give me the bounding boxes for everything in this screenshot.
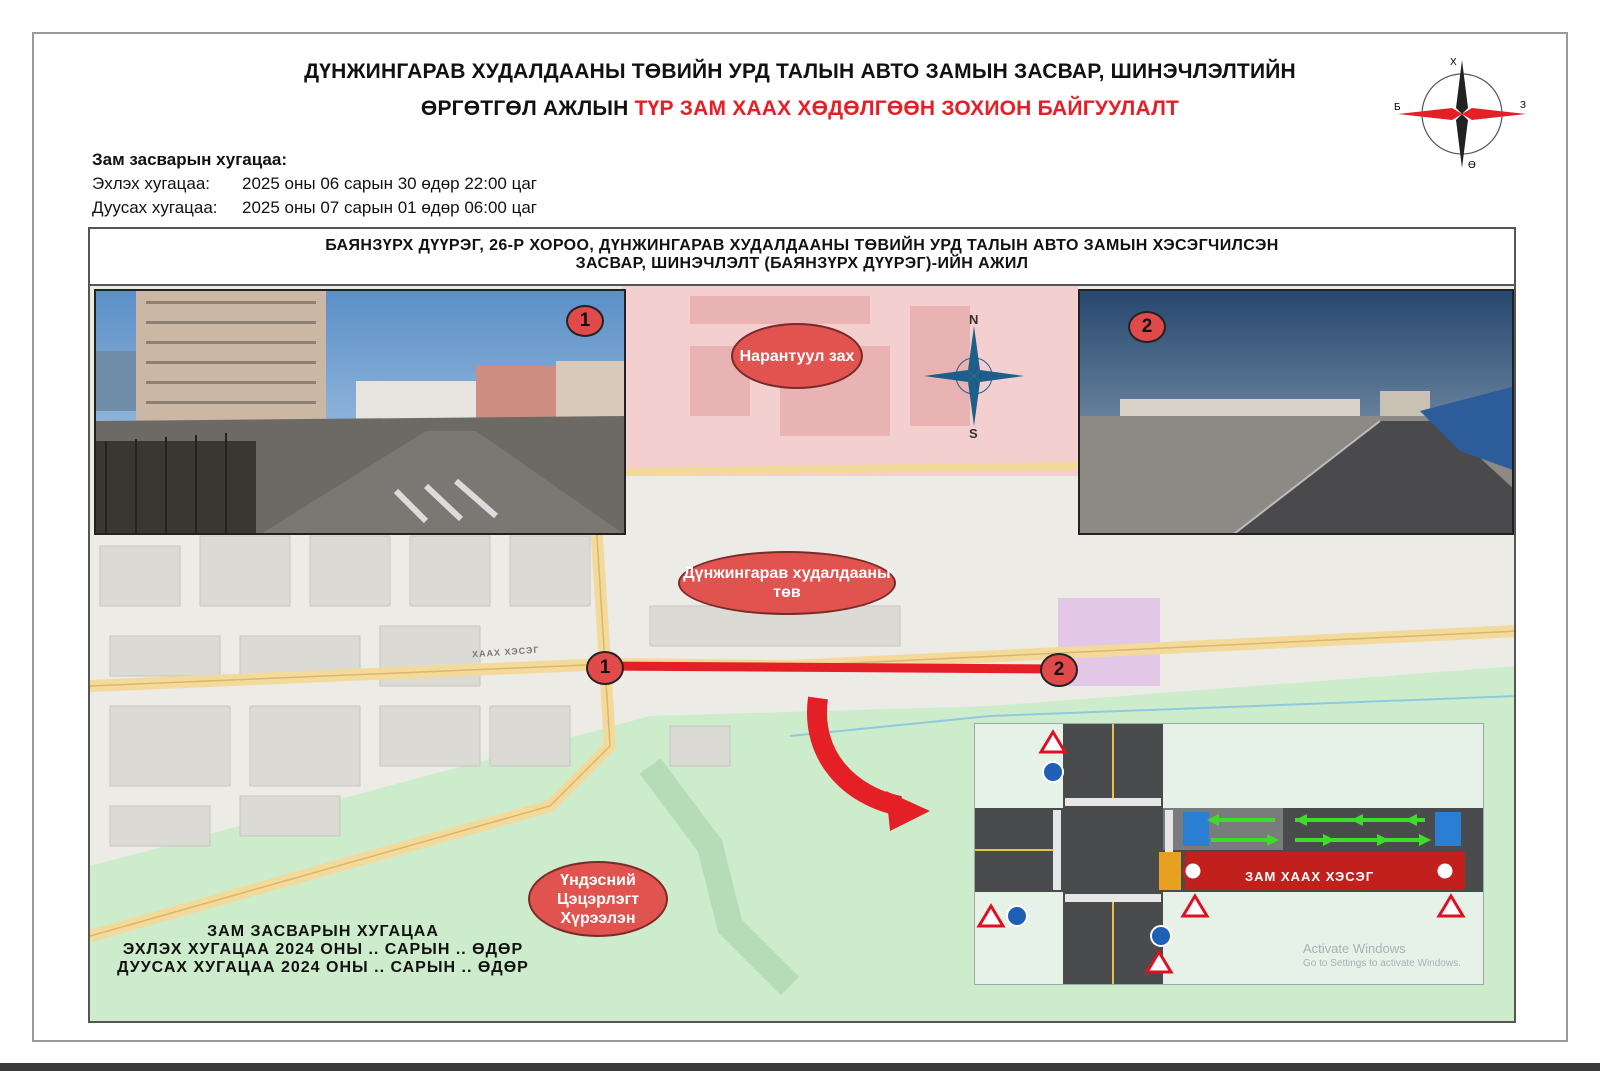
schedule-end-value: 2025 оны 07 сарын 01 өдөр 06:00 цаг xyxy=(242,198,537,217)
compass-south-letter: Ө xyxy=(1468,160,1476,171)
label-national-park: Үндэсний Цэцэрлэгт Хүрээлэн xyxy=(528,861,668,937)
compass-north-letter: Х xyxy=(1450,57,1457,68)
title-red-part: ТҮР ЗАМ ХААХ ХӨДӨЛГӨӨН ЗОХИОН БАЙГУУЛАЛТ xyxy=(634,97,1180,120)
road-name-label: ХААХ ХЭСЭГ xyxy=(471,644,540,660)
bottom-note-line-3: ДУУСАХ ХУГАЦАА 2024 ОНЫ .. САРЫН .. ӨДӨР xyxy=(117,959,529,976)
street-photo-1 xyxy=(94,289,626,535)
page-title-line-2 xyxy=(0,97,1600,121)
compass-rose-icon xyxy=(1392,56,1532,172)
panel-title xyxy=(90,229,1514,286)
photo-1-number-badge: 1 xyxy=(566,305,604,337)
compass-east-letter: З xyxy=(1520,100,1527,111)
photo-2-number-badge: 2 xyxy=(1128,311,1166,343)
bottom-schedule-note xyxy=(108,923,538,977)
bottom-note-line-2: ЭХЛЭХ ХУГАЦАА 2024 ОНЫ .. САРЫН .. ӨДӨР xyxy=(122,941,524,958)
bottom-rule xyxy=(0,1063,1600,1071)
panel-title-line-1: БАЯНЗҮРХ ДҮҮРЭГ, 26-Р ХОРОО, ДҮНЖИНГАРАВ ХУДАЛДААНЫ ТӨВИЙН УРД ТАЛЫН АВТО ЗАМЫН ХЭСЭГЧИЛСЭН xyxy=(325,237,1279,254)
segment-start-badge: 1 xyxy=(586,651,624,685)
schedule-block xyxy=(92,148,537,220)
schedule-end-label: Дуусах хугацаа: xyxy=(92,198,218,217)
label-narantuul-market: Нарантуул зах xyxy=(731,323,863,389)
page-title-line-1: ДҮНЖИНГАРАВ ХУДАЛДААНЫ ТӨВИЙН УРД ТАЛЫН АВТО ЗАМЫН ЗАСВАР, ШИНЭЧЛЭЛТИЙН xyxy=(304,60,1296,83)
street-photo-1-image xyxy=(96,291,626,535)
panel-title-line-2: ЗАСВАР, ШИНЭЧЛЭЛТ (БАЯНЗҮРХ ДҮҮРЭГ)-ИЙН АЖИЛ xyxy=(575,255,1029,272)
title-black-part: ӨРГӨТГӨЛ АЖЛЫН xyxy=(420,97,629,120)
schedule-start-row xyxy=(92,172,537,196)
closure-zone-label: ЗАМ ХААХ ХЭСЭГ xyxy=(1245,869,1375,884)
bottom-note-line-1: ЗАМ ЗАСВАРЫН ХУГАЦАА xyxy=(207,923,439,940)
map-compass-south: S xyxy=(969,426,978,441)
compass-west-letter: Б xyxy=(1394,102,1401,113)
watermark-line-2: Go to Settings to activate Windows. xyxy=(1303,958,1461,969)
schedule-heading: Зам засварын хугацаа: xyxy=(92,150,287,169)
street-photo-2 xyxy=(1078,289,1514,535)
schedule-end-row xyxy=(92,196,537,220)
label-dunjingarav-center: Дүнжингарав худалдааны төв xyxy=(678,551,896,615)
map-panel xyxy=(88,227,1516,1023)
closure-segment-line xyxy=(605,666,1059,669)
schedule-start-value: 2025 оны 06 сарын 30 өдөр 22:00 цаг xyxy=(242,174,537,193)
schedule-start-label: Эхлэх хугацаа: xyxy=(92,174,210,193)
map-compass-north: N xyxy=(969,312,979,327)
segment-end-badge: 2 xyxy=(1040,653,1078,687)
watermark-line-1: Activate Windows xyxy=(1303,941,1406,956)
activate-windows-watermark xyxy=(1303,941,1461,971)
